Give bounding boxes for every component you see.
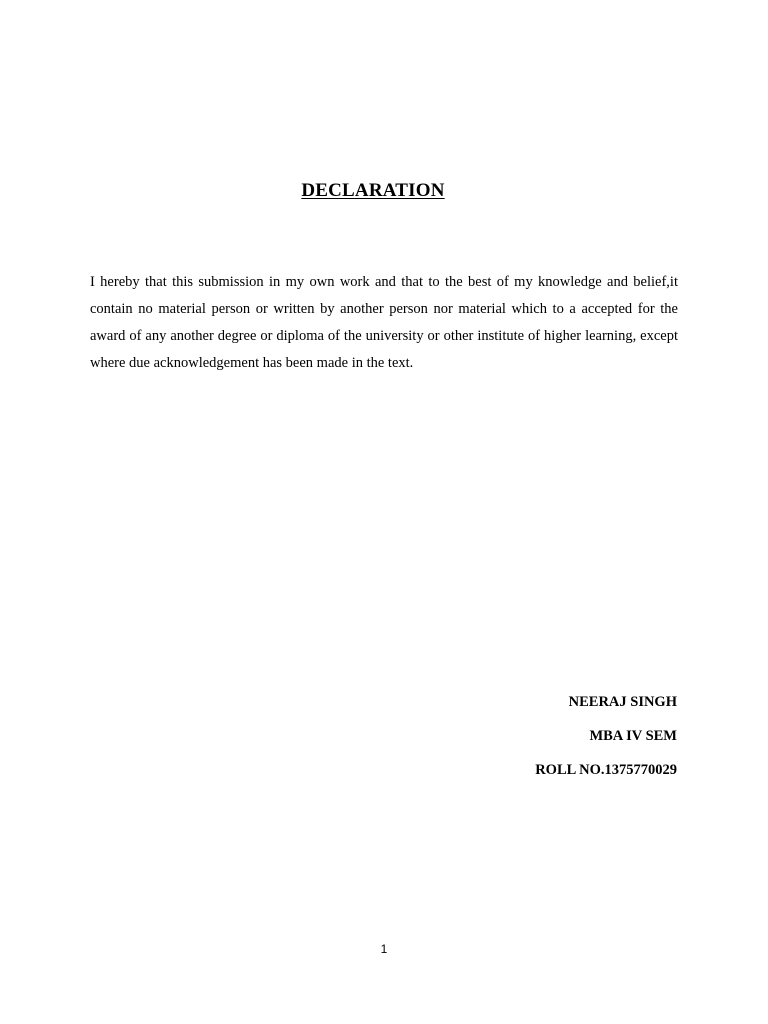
page-number: 1 [380, 942, 388, 956]
declaration-paragraph: I hereby that this submission in my own work and that to the best of my knowledge and belief,it contain no material person or written by another person nor material which to a accepted for the award of any another degree or diploma of the university or other institute of higher learning, except where due acknowledgement has been made in the text. [90, 274, 678, 371]
signatory-program: MBA IV SEM [589, 728, 677, 744]
signature-block [535, 692, 677, 794]
page-title: DECLARATION [301, 180, 445, 201]
signatory-roll-number: ROLL NO.1375770029 [535, 762, 677, 778]
signatory-name: NEERAJ SINGH [568, 694, 677, 710]
